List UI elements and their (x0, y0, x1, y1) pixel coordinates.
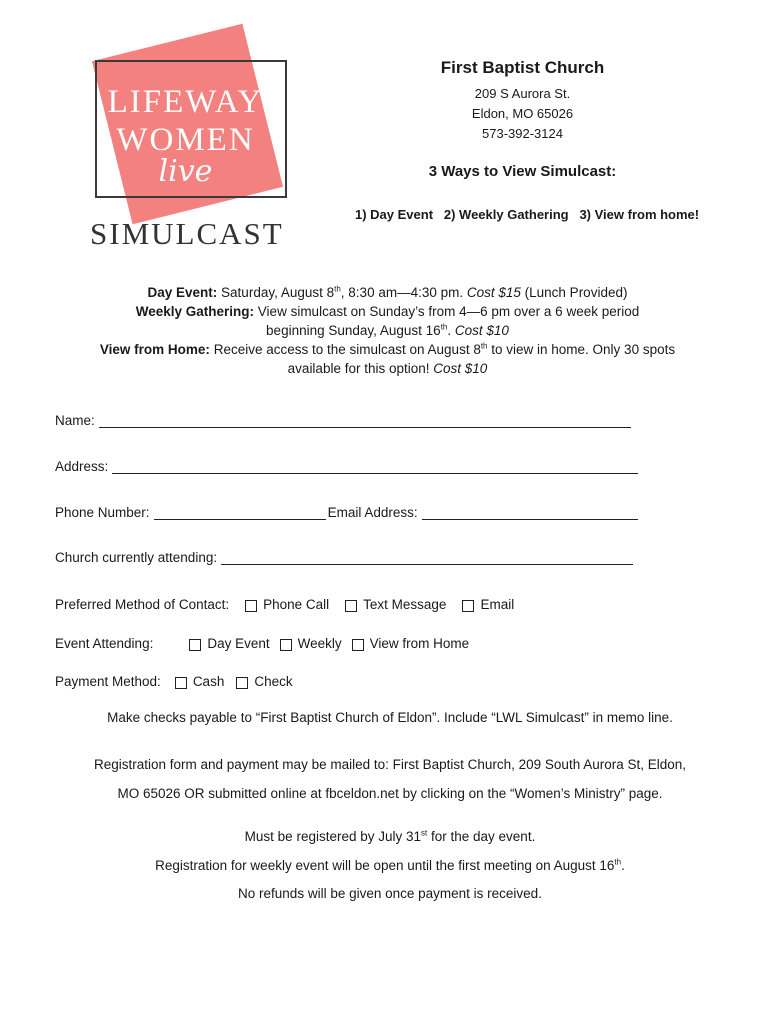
checkbox[interactable] (245, 600, 257, 612)
refund-note: No refunds will be given once payment is received. (238, 886, 542, 901)
event-attending-row (55, 636, 485, 651)
description-block (60, 283, 715, 378)
day-event-description: Day Event: Saturday, August 8th, 8:30 am—4:30 pm. Cost $15 (Lunch Provided) (147, 284, 628, 300)
contact-option-email[interactable]: Email (462, 597, 514, 612)
church-attending-field[interactable] (221, 550, 633, 565)
event-option-weekly[interactable]: Weekly (280, 636, 342, 651)
payment-method-row (55, 674, 309, 689)
address-label: Address: (55, 459, 109, 474)
event-attending-label: Event Attending: (55, 636, 154, 651)
checkbox[interactable] (352, 639, 364, 651)
ways-title: 3 Ways to View Simulcast: (428, 163, 617, 180)
email-field[interactable] (422, 505, 638, 520)
church-name: First Baptist Church (440, 58, 605, 77)
payment-option-cash[interactable]: Cash (175, 674, 225, 689)
phone-email-row (55, 505, 638, 520)
name-row (55, 413, 631, 428)
contact-option-text-message[interactable]: Text Message (345, 597, 446, 612)
church-address-line2: Eldon, MO 65026 (471, 106, 574, 121)
contact-method-row (55, 597, 530, 612)
address-field[interactable] (112, 459, 638, 474)
name-field[interactable] (99, 413, 631, 428)
phone-field[interactable] (154, 505, 326, 520)
checkbox[interactable] (236, 677, 248, 689)
church-address-line1: 209 S Aurora St. (474, 86, 571, 101)
church-phone: 573-392-3124 (482, 126, 563, 141)
weekly-gathering-description: Weekly Gathering: View simulcast on Sunday’s from 4—6 pm over a 6 week period (135, 304, 640, 319)
logo-text-live: live (158, 154, 213, 189)
checks-note: Make checks payable to “First Baptist Church of Eldon”. Include “LWL Simulcast” in memo line. (107, 710, 673, 725)
name-label: Name: (55, 413, 95, 428)
view-from-home-description-cont: available for this option! Cost $10 (287, 361, 488, 376)
phone-label: Phone Number: (55, 505, 150, 520)
checkbox[interactable] (189, 639, 201, 651)
logo-text-simulcast: SIMULCAST (90, 216, 284, 251)
deadline-note: Must be registered by July 31st for the day event. (244, 828, 536, 844)
logo-text-lifeway: LIFEWAY (107, 84, 264, 120)
view-from-home-description: View from Home: Receive access to the simulcast on August 8th to view in home. Only 30 spots (99, 341, 676, 357)
email-label: Email Address: (327, 505, 418, 520)
church-info (400, 58, 645, 144)
mailing-note-line2: MO 65026 OR submitted online at fbceldon.net by clicking on the “Women’s Ministry” page. (117, 786, 663, 801)
checkbox[interactable] (175, 677, 187, 689)
address-row (55, 459, 638, 474)
checkbox[interactable] (280, 639, 292, 651)
mailing-note-line1: Registration form and payment may be mailed to: First Baptist Church, 209 South Aurora St, Eldon, (93, 757, 687, 772)
checkbox[interactable] (462, 600, 474, 612)
contact-option-phone-call[interactable]: Phone Call (245, 597, 329, 612)
church-attending-label: Church currently attending: (55, 550, 218, 565)
ways-list: 1) Day Event 2) Weekly Gathering 3) View from home! (355, 207, 700, 222)
event-option-view-from-home[interactable]: View from Home (352, 636, 470, 651)
payment-option-check[interactable]: Check (236, 674, 292, 689)
church-attending-row (55, 550, 633, 565)
checkbox[interactable] (345, 600, 357, 612)
contact-method-label: Preferred Method of Contact: (55, 597, 230, 612)
weekly-registration-note: Registration for weekly event will be open until the first meeting on August 16th. (155, 857, 625, 873)
payment-method-label: Payment Method: (55, 674, 161, 689)
lifeway-simulcast-logo (88, 40, 298, 255)
weekly-gathering-description-cont: beginning Sunday, August 16th. Cost $10 (266, 322, 509, 338)
logo-text-women: WOMEN (116, 122, 255, 158)
event-option-day-event[interactable]: Day Event (189, 636, 269, 651)
